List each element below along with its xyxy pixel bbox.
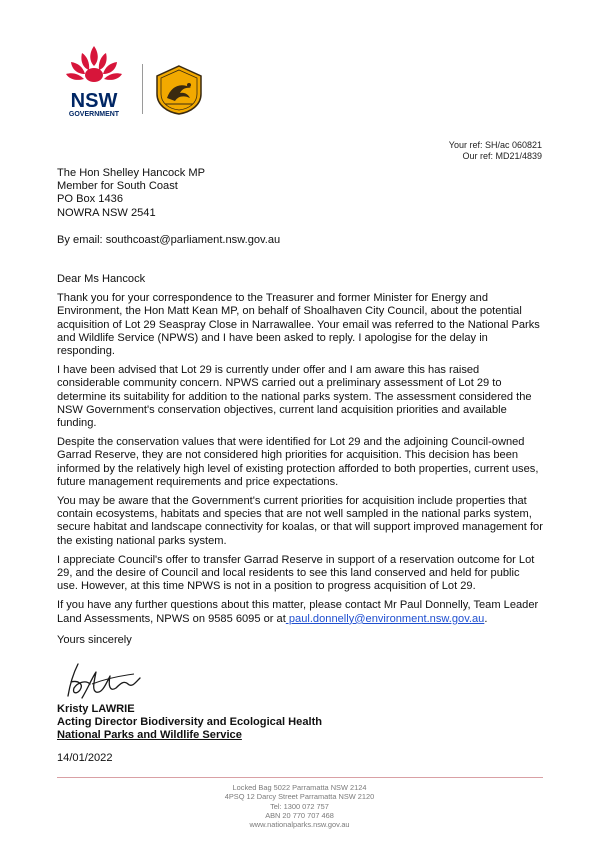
closing: Yours sincerely bbox=[57, 633, 132, 646]
paragraph: You may be aware that the Government's current priorities for acquisition include properties that contain ecosystems, habitats and species that are not well sampled in the national parks system, secure habitat and landscape connectivity for koalas, or that will support improved management for the existing national parks system. bbox=[57, 495, 543, 547]
reference-block bbox=[449, 140, 542, 162]
our-reference: Our ref: MD21/4839 bbox=[462, 151, 542, 161]
footer-abn: ABN 20 770 707 468 bbox=[265, 810, 334, 820]
signatory-name: Kristy LAWRIE bbox=[57, 703, 135, 715]
paragraph: Thank you for your correspondence to the Treasurer and former Minister for Energy and Environment, the Hon Matt Kean MP, on behalf of Shoalhaven City Council, about the potential acquisition of Lot 29 Seaspray Close in Narrawallee. Your email was referred to the National Parks and Wildlife Service (NPWS) and I have been asked to reply. I apologise for the delay in responding. bbox=[57, 292, 540, 358]
paragraph: I appreciate Council's offer to transfer Garrad Reserve in support of a reservation outcome for Lot 29, and the desire of Council and local residents to see this land conserved and held for public use. However, at this time NPWS is not in a position to progress acquisition of Lot 29. bbox=[57, 553, 535, 593]
footer-telephone: Tel: 1300 072 757 bbox=[270, 801, 329, 811]
footer-website: www.nationalparks.nsw.gov.au bbox=[249, 820, 350, 830]
nsw-government-label: GOVERNMENT bbox=[68, 111, 120, 118]
footer-postal-address: Locked Bag 5022 Parramatta NSW 2124 bbox=[232, 783, 367, 792]
npws-emblem-logo bbox=[153, 64, 205, 116]
recipient-address bbox=[57, 167, 543, 220]
signatory-organisation: National Parks and Wildlife Service bbox=[57, 729, 242, 741]
paragraph: I have been advised that Lot 29 is currently under offer and I am aware this has raised considerable community concern. NPWS carried out a preliminary assessment of Lot 29 to determine its suitability for addition to the national parks system. The assessment considered the NSW Government's conservation objectives, current land acquisition priorities and available funding. bbox=[57, 364, 532, 430]
recipient-email-line: By email: southcoast@parliament.nsw.gov.au bbox=[57, 233, 281, 246]
recipient-town: NOWRA NSW 2541 bbox=[57, 206, 156, 219]
your-reference: Your ref: SH/ac 060821 bbox=[448, 140, 542, 150]
logo-divider bbox=[142, 64, 143, 114]
footer-street-address: 4PSQ 12 Darcy Street Parramatta NSW 2120 bbox=[224, 792, 375, 802]
paragraph: Despite the conservation values that were identified for Lot 29 and the adjoining Council-owned Garrad Reserve, they are not considered high priorities for acquisition. This decision has been informed by the relatively high level of existing protection afforded to both properties, current uses, future management requirements and price expectations. bbox=[57, 436, 539, 488]
recipient-name: The Hon Shelley Hancock MP bbox=[57, 167, 205, 179]
waratah-flower-icon bbox=[66, 46, 122, 82]
signatory-title: Acting Director Biodiversity and Ecological Health bbox=[57, 716, 323, 728]
handwritten-signature bbox=[62, 658, 147, 706]
salutation: Dear Ms Hancock bbox=[57, 273, 146, 286]
nsw-government-logo bbox=[58, 44, 130, 118]
nsw-wordmark: NSW bbox=[70, 90, 118, 112]
recipient-role: Member for South Coast bbox=[57, 180, 178, 193]
footer bbox=[0, 783, 599, 829]
signatory-block bbox=[57, 703, 322, 742]
contact-text: If you have any further questions about this matter, please contact Mr Paul Donnelly, Team Leader Land Assessments, NPWS on 9585 6095 or at bbox=[57, 599, 539, 625]
footer-divider bbox=[57, 777, 543, 778]
letter-date: 14/01/2022 bbox=[57, 752, 113, 764]
letterhead-logos bbox=[58, 44, 218, 118]
contact-paragraph bbox=[57, 599, 543, 625]
contact-email-link[interactable]: paul.donnelly@environment.nsw.gov.au bbox=[285, 612, 485, 625]
contact-text-end: . bbox=[484, 612, 488, 625]
letter-body bbox=[57, 167, 543, 647]
recipient-po-box: PO Box 1436 bbox=[57, 193, 123, 206]
